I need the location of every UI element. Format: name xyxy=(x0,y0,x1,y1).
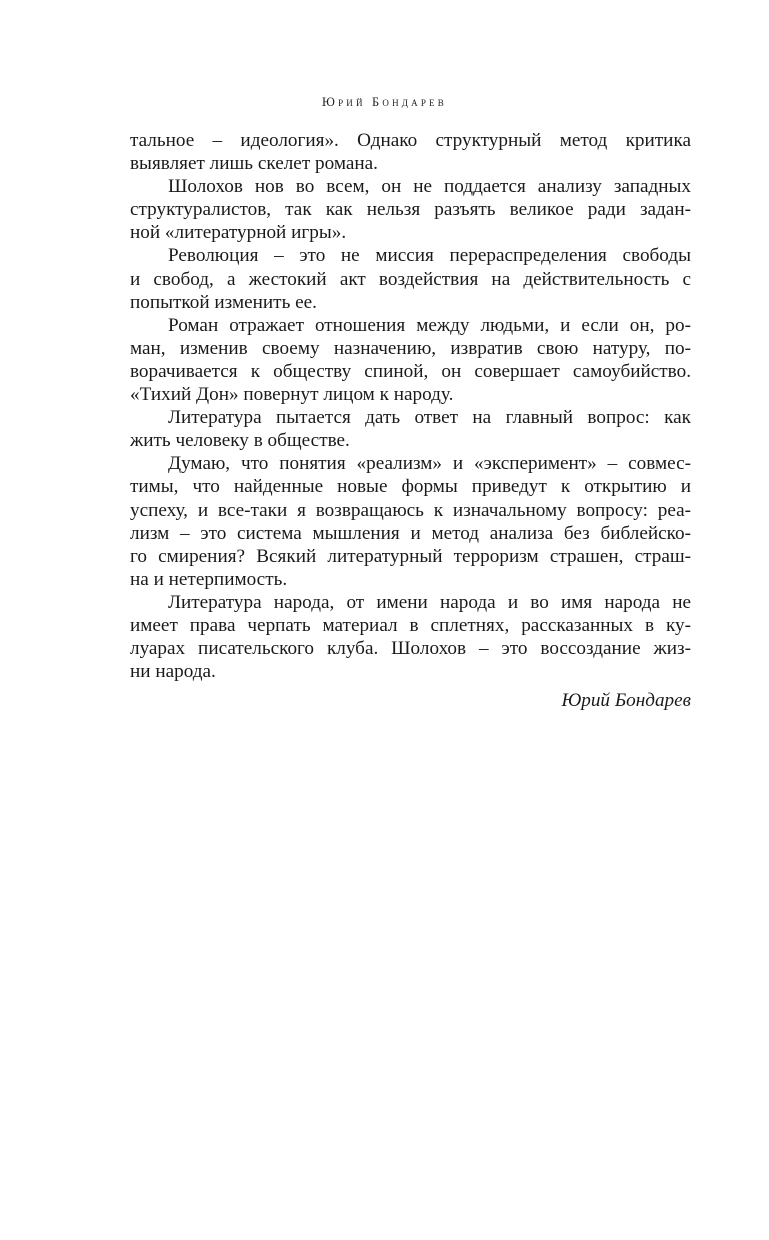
text-line: «Тихий Дон» повернут лицом к народу. xyxy=(130,384,454,406)
text-line: попыткой изменить ее. xyxy=(130,291,317,313)
paragraph xyxy=(130,314,691,406)
text-line: структуралистов, так как нельзя разъять великое ради задан- xyxy=(130,199,691,221)
paragraph xyxy=(130,452,691,591)
text-line: на и нетерпимость. xyxy=(130,568,288,590)
paragraph xyxy=(130,591,691,683)
text-line: ман, изменив своему назначению, извратив свою натуру, по- xyxy=(130,337,691,359)
text-line: луарах писательского клуба. Шолохов – это воссоздание жиз- xyxy=(130,638,691,660)
text-line: ни народа. xyxy=(130,661,216,683)
text-line: тимы, что найденные новые формы приведут к открытию и xyxy=(130,476,691,498)
text-line: успеху, и все-таки я возвращаюсь к изначальному вопросу: реа- xyxy=(130,499,691,521)
paragraph xyxy=(130,406,691,452)
text-line: Шолохов нов во всем, он не поддается анализу западных xyxy=(168,176,691,198)
text-line: ворачивается к обществу спиной, он совершает самоубийство. xyxy=(130,360,691,382)
text-line: ной «литературной игры». xyxy=(130,222,347,244)
paragraph xyxy=(130,129,691,175)
text-line: го смирения? Всякий литературный терроризм страшен, страш- xyxy=(130,545,691,567)
text-line: выявляет лишь скелет романа. xyxy=(130,153,378,175)
text-line: жить человеку в обществе. xyxy=(130,430,350,452)
text-line: Роман отражает отношения между людьми, и если он, ро- xyxy=(168,314,691,336)
paragraph xyxy=(130,244,691,313)
text-line: и свобод, а жестокий акт воздействия на действительность с xyxy=(130,268,691,290)
body-text xyxy=(130,129,691,683)
text-line: Литература народа, от имени народа и во имя народа не xyxy=(168,591,691,613)
author-signature: Юрий Бондарев xyxy=(561,690,691,711)
text-line: Думаю, что понятия «реализм» и «эксперимент» – совмес- xyxy=(168,453,691,475)
text-line: тальное – идеология». Однако структурный метод критика xyxy=(130,130,691,151)
text-line: имеет права черпать материал в сплетнях, рассказанных в ку- xyxy=(130,614,691,636)
running-header: Юрий Бондарев xyxy=(322,95,447,109)
paragraph xyxy=(130,175,691,244)
text-line: Революция – это не миссия перераспределения свободы xyxy=(168,245,691,267)
text-line: Литература пытается дать ответ на главный вопрос: как xyxy=(168,407,691,429)
text-line: лизм – это система мышления и метод анализа без библейско- xyxy=(130,522,691,544)
